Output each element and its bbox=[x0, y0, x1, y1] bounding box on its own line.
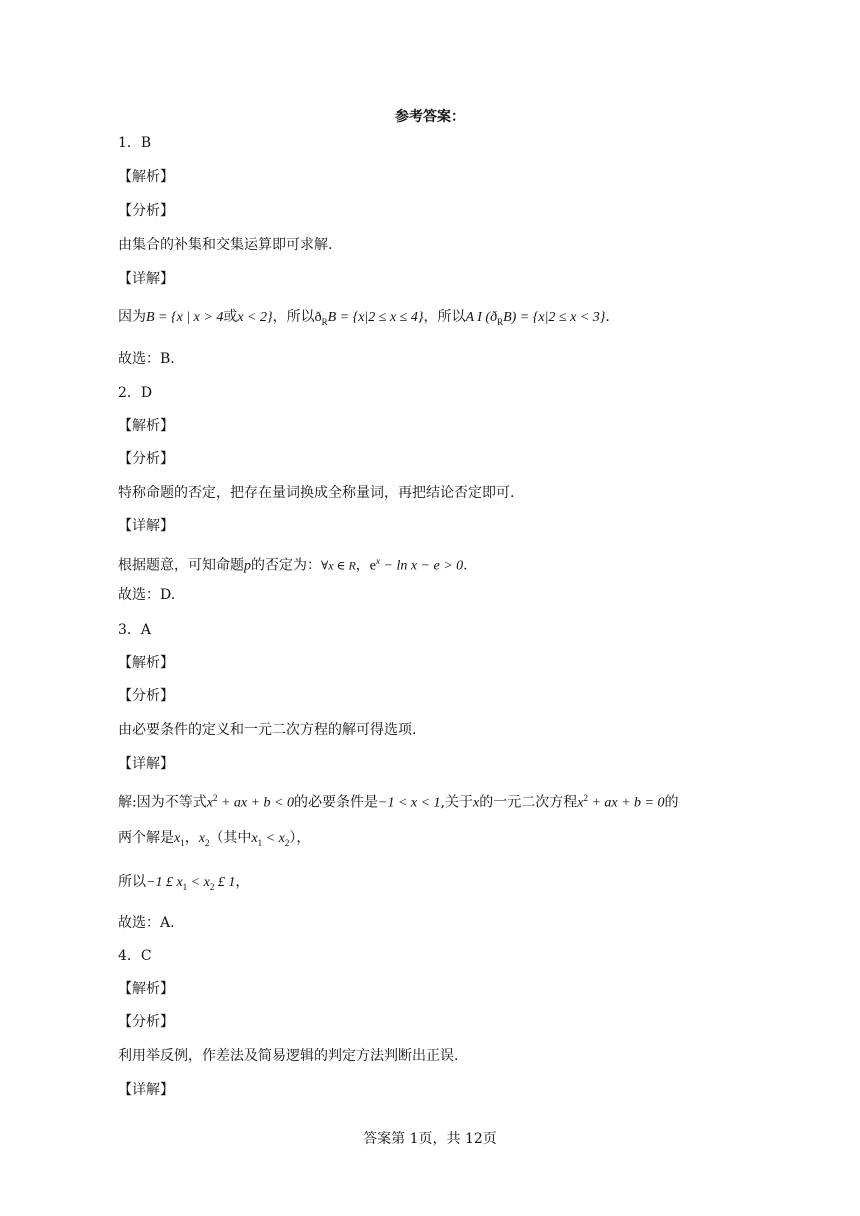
q3-xiangjie-label: 【详解】 bbox=[118, 756, 174, 772]
q3-d2-b: （其中 bbox=[209, 830, 252, 846]
q3-d1-m1: x bbox=[206, 795, 213, 811]
q3-fenxi-label: 【分析】 bbox=[118, 688, 174, 704]
q1-xiangjie-label: 【详解】 bbox=[118, 271, 174, 287]
q2-fenxi-label: 【分析】 bbox=[118, 451, 174, 467]
q1-math-5-sub: R bbox=[497, 316, 504, 327]
q3-d2-m3c-sub: 2 bbox=[284, 837, 290, 848]
q4-jiexi-label: 【解析】 bbox=[118, 981, 174, 997]
q3-d1-e: 的 bbox=[664, 794, 679, 811]
q3-d1-m4b: + ax + b = 0 bbox=[587, 795, 665, 811]
q3-detail-line-2 bbox=[118, 828, 310, 853]
q1-fenxi-label: 【分析】 bbox=[118, 203, 174, 219]
q2-analysis: 特称命题的否定，把存在量词换成全称量词，再把结论否定即可. bbox=[118, 485, 515, 501]
q3-d3-sub2: 2 bbox=[209, 881, 215, 892]
q3-d2-m1-sub: 1 bbox=[180, 837, 185, 848]
q2-p: p bbox=[244, 558, 251, 574]
q3-d2-m1: x bbox=[174, 831, 181, 846]
q3-d1-m1-sup: 2 bbox=[212, 793, 218, 803]
q2-rest: − ln x − e > 0 bbox=[380, 558, 464, 574]
q1-math-3: ð bbox=[314, 310, 322, 325]
q3-d1-m1b: + ax + b < 0 bbox=[217, 795, 294, 811]
q2-comma: ， bbox=[355, 557, 370, 574]
q3-d3-a: 所以 bbox=[118, 874, 146, 890]
q3-analysis: 由必要条件的定义和一元二次方程的解可得选项. bbox=[118, 722, 417, 738]
q1-math-6: B) = {x|2 ≤ x < 3} bbox=[503, 310, 606, 325]
q3-d3-m: −1 £ x bbox=[146, 875, 183, 890]
q3-detail-line-3 bbox=[118, 872, 249, 897]
q2-detail bbox=[118, 551, 468, 577]
q3-d1-b: 的必要条件是 bbox=[294, 794, 378, 811]
q3-d1-m4: x bbox=[577, 795, 584, 811]
q3-d1-c: ,关于 bbox=[440, 794, 474, 811]
q3-number: 3．A bbox=[118, 622, 152, 638]
q4-analysis: 利用举反例，作差法及简易逻辑的判定方法判断出正误. bbox=[118, 1048, 459, 1064]
q3-d2-m2: x bbox=[198, 831, 205, 846]
q2-end: . bbox=[463, 557, 468, 574]
q2-e: e bbox=[369, 558, 376, 574]
q1-analysis: 由集合的补集和交集运算即可求解. bbox=[118, 237, 333, 253]
q2-sup: x bbox=[376, 556, 380, 566]
q3-d1-m2: −1 < x < 1 bbox=[378, 795, 441, 811]
q2-answer: 故选：D. bbox=[118, 587, 176, 603]
q2-detail-prefix: 根据题意，可知命题 bbox=[118, 557, 244, 574]
q1-detail-prefix: 因为 bbox=[118, 309, 146, 325]
q3-d2-c: ）， bbox=[289, 830, 311, 846]
q3-answer: 故选：A. bbox=[118, 915, 175, 931]
q3-d2-sep: ， bbox=[184, 830, 199, 846]
q3-d3-m2: < x bbox=[187, 875, 210, 890]
q3-d1-m4-sup: 2 bbox=[583, 793, 588, 803]
q2-xiangjie-label: 【详解】 bbox=[118, 518, 174, 534]
q4-fenxi-label: 【分析】 bbox=[118, 1014, 174, 1030]
q3-d2-m2-sub: 2 bbox=[204, 837, 210, 848]
q1-math-4: B = {x|2 ≤ x ≤ 4} bbox=[327, 310, 424, 325]
q3-d1-a: 解:因为不等式 bbox=[118, 794, 207, 811]
page-footer: 答案第 1页，共 12页 bbox=[363, 1131, 497, 1147]
q3-d2-m3-sub: 1 bbox=[257, 837, 263, 848]
q3-d3-sub1: 1 bbox=[182, 881, 188, 892]
q3-d2-m3b: < x bbox=[262, 831, 285, 846]
q1-math-1: B = {x | x > 4 bbox=[146, 310, 224, 325]
q2-number: 2．D bbox=[118, 385, 153, 401]
q3-d2-m3: x bbox=[251, 831, 258, 846]
q3-d1-m3: x bbox=[473, 795, 480, 811]
q1-end: . bbox=[605, 309, 610, 325]
page-title: 参考答案： bbox=[395, 109, 465, 125]
q2-forall: ∀x ∈ R bbox=[321, 558, 356, 573]
q1-math-3-sub: R bbox=[321, 316, 328, 327]
q4-number: 4．C bbox=[118, 948, 152, 964]
q1-answer: 故选：B. bbox=[118, 351, 175, 367]
q2-mid: 的否定为： bbox=[251, 557, 321, 574]
q1-number: 1．B bbox=[118, 135, 152, 151]
q4-xiangjie-label: 【详解】 bbox=[118, 1082, 174, 1098]
q1-jiexi-label: 【解析】 bbox=[118, 169, 174, 185]
q1-math-5: A I (ð bbox=[465, 310, 498, 325]
q1-detail bbox=[118, 307, 610, 332]
q3-jiexi-label: 【解析】 bbox=[118, 655, 174, 671]
q3-d3-m3: £ 1 bbox=[214, 875, 236, 890]
q1-or: 或 bbox=[223, 309, 238, 325]
q1-mid-2: ，所以 bbox=[423, 309, 466, 325]
q3-d1-d: 的一元二次方程 bbox=[479, 794, 578, 811]
q1-mid: ，所以 bbox=[272, 309, 315, 325]
q3-detail-line-1 bbox=[118, 788, 679, 814]
q3-d3-b: ， bbox=[235, 874, 250, 890]
q1-math-2: x < 2} bbox=[237, 310, 273, 325]
q2-jiexi-label: 【解析】 bbox=[118, 418, 174, 434]
q3-d2-a: 两个解是 bbox=[118, 830, 174, 846]
